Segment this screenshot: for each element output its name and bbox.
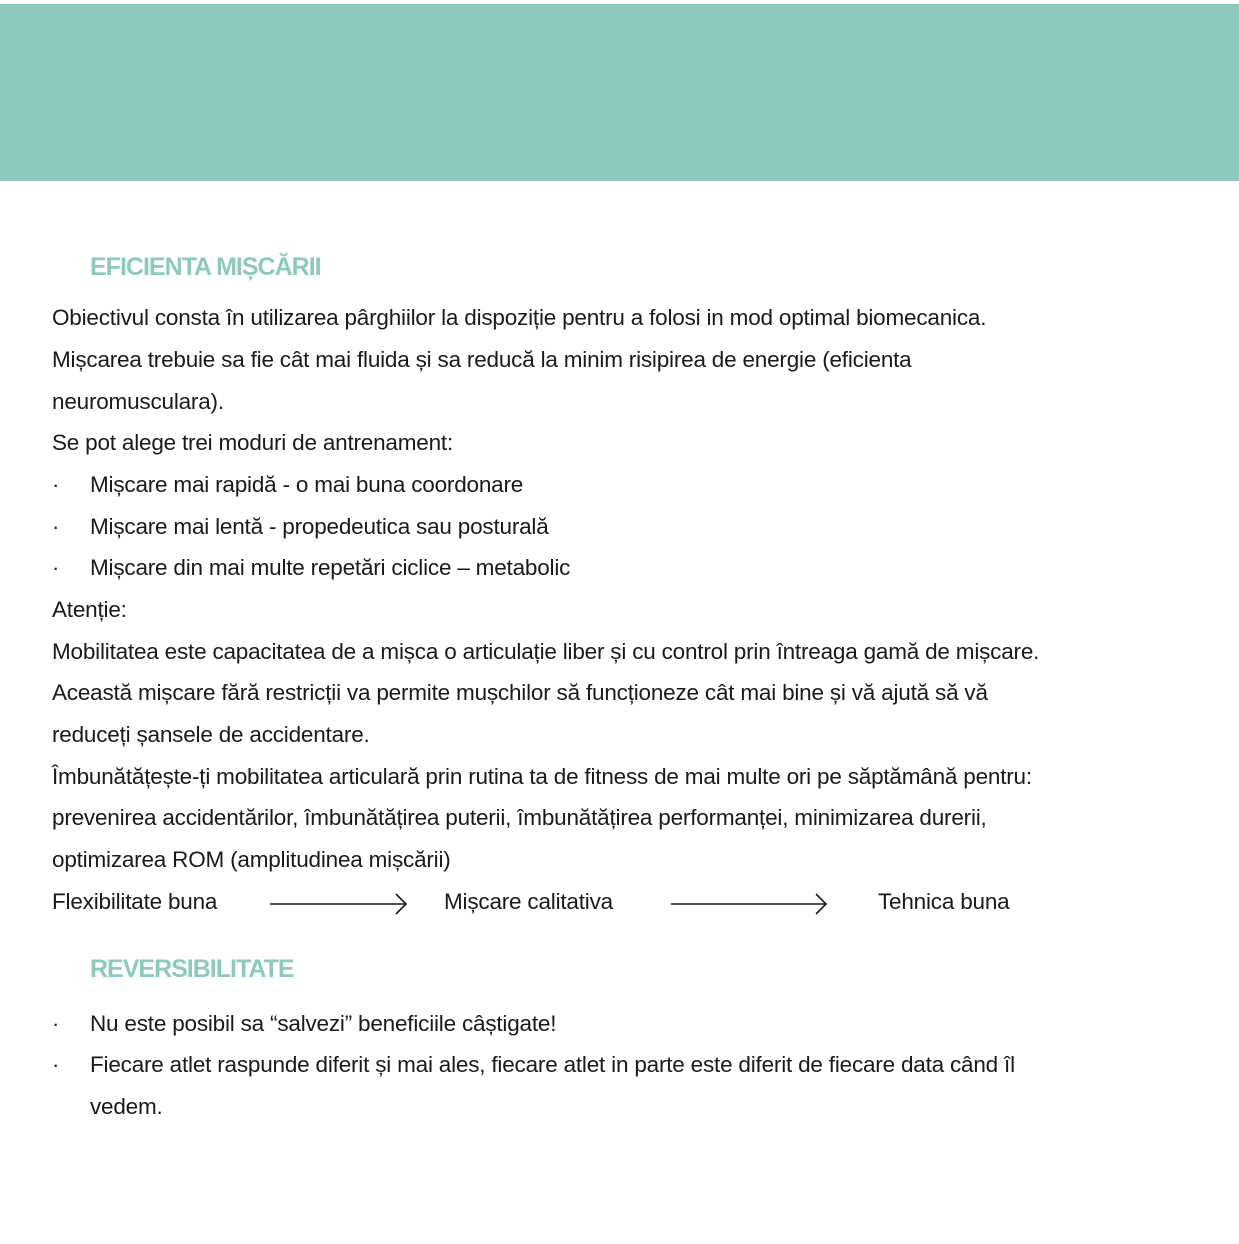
bullet-dot: · (52, 555, 60, 580)
header-banner (0, 4, 1239, 181)
paragraph-line: optimizarea ROM (amplitudinea mișcării) (52, 847, 451, 872)
list-item: Fiecare atlet raspunde diferit și mai ales, fiecare atlet in parte este diferit de fiecare data când îl (90, 1052, 1015, 1077)
list-item: Mișcare mai rapidă - o mai buna coordonare (90, 472, 524, 497)
list-item: Mișcare mai lentă - propedeutica sau posturală (90, 514, 549, 539)
paragraph-line: Îmbunătățește-ți mobilitatea articulară prin rutina ta de fitness de mai multe ori pe săptămână pentru: (52, 764, 1032, 789)
bullet-dot: · (52, 1052, 60, 1077)
section-heading-reversibilitate: REVERSIBILITATE (90, 955, 294, 983)
paragraph-line: Mișcarea trebuie sa fie cât mai fluida și sa reducă la minim risipirea de energie (eficienta (52, 347, 912, 372)
arrow-right-icon (270, 892, 410, 916)
attention-label: Atenție: (52, 597, 127, 622)
paragraph-line: Această mișcare fără restricții va permite mușchilor să funcționeze cât mai bine și vă ajută să vă (52, 680, 988, 705)
paragraph-line: Mobilitatea este capacitatea de a mișca o articulație liber și cu control prin întreaga gamă de mișcare. (52, 639, 1040, 664)
list-item-continuation: vedem. (90, 1094, 163, 1119)
paragraph-line: Obiectivul consta în utilizarea pârghiilor la dispoziție pentru a folosi in mod optimal biomecanica. (52, 305, 987, 330)
paragraph-line: reduceți șansele de accidentare. (52, 722, 370, 747)
flow-step-movement: Mișcare calitativa (444, 889, 613, 914)
paragraph-line: prevenirea accidentărilor, îmbunătățirea puterii, îmbunătățirea performanței, minimizarea durerii, (52, 805, 987, 830)
paragraph-line: Se pot alege trei moduri de antrenament: (52, 430, 453, 455)
arrow-right-icon (671, 892, 831, 916)
bullet-dot: · (52, 514, 60, 539)
bullet-dot: · (52, 1011, 60, 1036)
flow-step-technique: Tehnica buna (878, 889, 1010, 914)
list-item: Mișcare din mai multe repetări ciclice – metabolic (90, 555, 571, 580)
bullet-dot: · (52, 472, 60, 497)
paragraph-line: neuromusculara). (52, 389, 224, 414)
section-heading-eficienta: EFICIENTA MIȘCĂRII (90, 253, 321, 281)
list-item: Nu este posibil sa “salvezi” beneficiile câștigate! (90, 1011, 557, 1036)
flow-step-flexibility: Flexibilitate buna (52, 889, 218, 914)
